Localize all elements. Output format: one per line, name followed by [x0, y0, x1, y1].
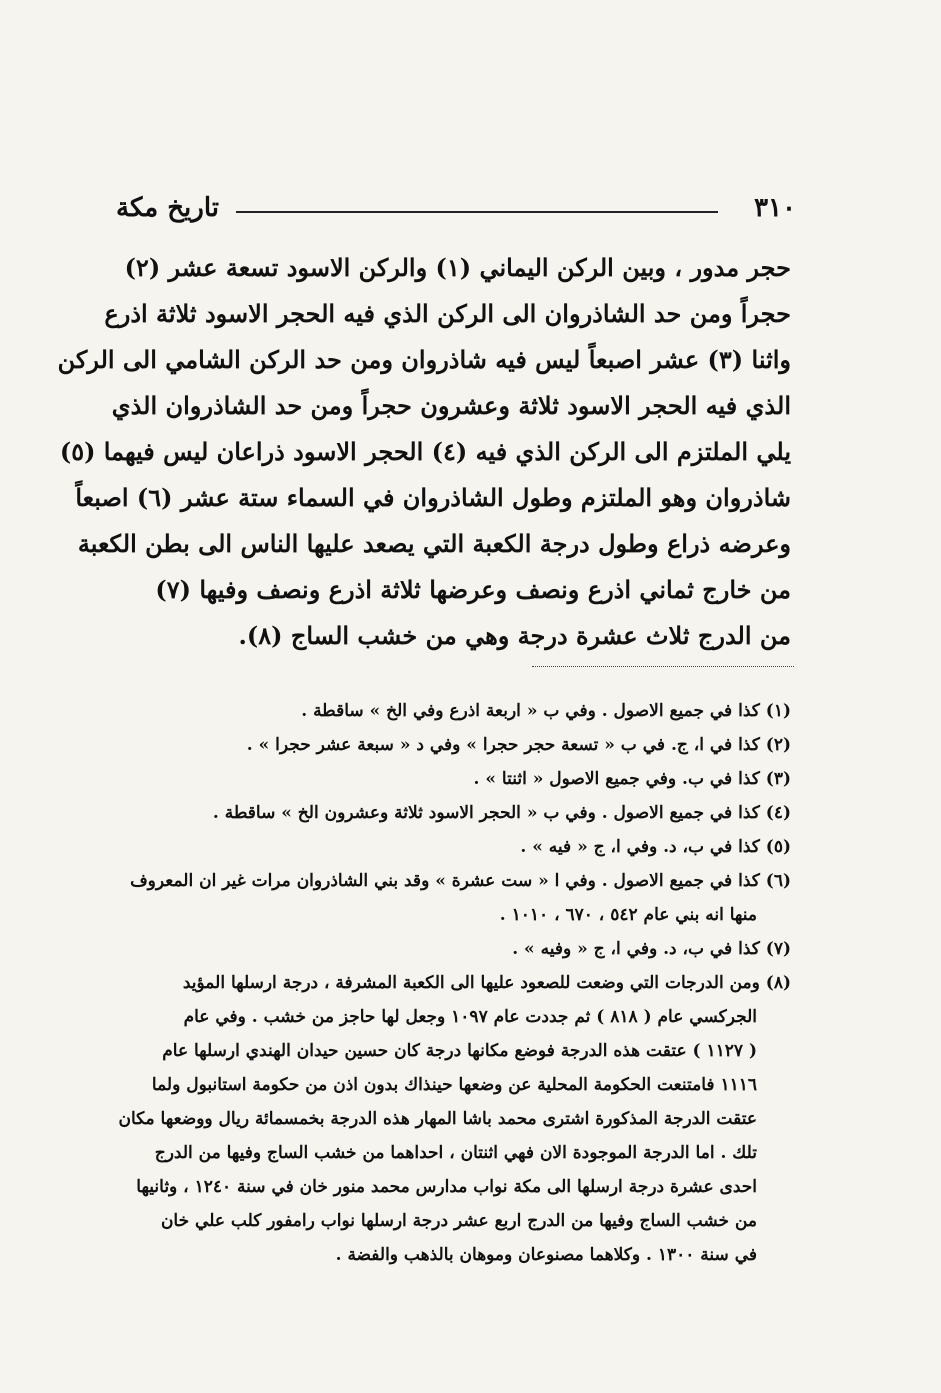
text-line: يلي الملتزم الى الركن الذي فيه (٤) الحجر الاسود ذراعان ليس فيهما (٥): [59, 437, 791, 466]
text-line: الذي فيه الحجر الاسود ثلاثة وعشرون حجراً ومن حد الشاذروان الذي: [111, 391, 791, 420]
footnote-continuation: تلك . اما الدرجة الموجودة الان فهي اثنتان ، احداهما من خشب الساج وفيها من الدرج: [154, 1143, 757, 1163]
footnote: (٤) كذا في جميع الاصول . وفي ب « الحجر الاسود ثلاثة وعشرون الخ » ساقطة .: [212, 803, 791, 823]
running-title: تاريخ مكة: [116, 193, 220, 223]
footnote-continuation: منها انه بني عام ٥٤٢ ، ٦٧٠ ، ١٠١٠ .: [499, 905, 757, 925]
footnotes: [118, 694, 791, 1272]
text-line: من خارج ثماني اذرع ونصف وعرضها ثلاثة اذرع ونصف وفيها (٧): [155, 575, 791, 604]
footnote-continuation: ( ١١٢٧ ) عتقت هذه الدرجة فوضع مكانها درجة كان حسين حيدان الهندي ارسلها عام: [162, 1041, 757, 1061]
header-rule: [236, 211, 718, 213]
text-line: شاذروان وهو الملتزم وطول الشاذروان في السماء ستة عشر (٦) اصبعاً: [75, 483, 791, 512]
footnote-divider: [532, 666, 794, 667]
footnote-continuation: الجركسي عام ( ٨١٨ ) ثم جددت عام ١٠٩٧ وجعل لها حاجز من خشب . وفي عام: [183, 1007, 757, 1027]
text-line: حجراً ومن حد الشاذروان الى الركن الذي فيه الحجر الاسود ثلاثة اذرع: [104, 299, 791, 328]
footnote: (٨) ومن الدرجات التي وضعت للصعود عليها الى الكعبة المشرفة ، درجة ارسلها المؤيد: [182, 973, 791, 993]
main-text: [57, 245, 791, 659]
footnote-continuation: من خشب الساج وفيها من الدرج اربع عشر درجة ارسلها نواب رامفور كلب علي خان: [160, 1211, 757, 1231]
text-line: وعرضه ذراع وطول درجة الكعبة التي يصعد عليها الناس الى بطن الكعبة: [77, 529, 791, 558]
page-header: [116, 188, 796, 232]
text-line: حجر مدور ، وبين الركن اليماني (١) والركن الاسود تسعة عشر (٢): [124, 253, 791, 282]
footnote: (٢) كذا في ا، ج. في ب « تسعة حجر حجرا » وفي د « سبعة عشر حجرا » .: [246, 735, 791, 755]
text-line: من الدرج ثلاث عشرة درجة وهي من خشب الساج (٨).: [238, 621, 791, 650]
footnote: (٣) كذا في ب. وفي جميع الاصول « اثنتا » .: [473, 769, 791, 789]
footnote-continuation: ١١١٦ فامتنعت الحكومة المحلية عن وضعها حينذاك بدون اذن من حكومة استانبول ولما: [151, 1075, 757, 1095]
footnote: (٥) كذا في ب، د. وفي ا، ج « فيه » .: [520, 837, 791, 857]
footnote-continuation: احدى عشرة درجة ارسلها الى مكة نواب مدارس محمد منور خان في سنة ١٢٤٠ ، وثانيها: [136, 1177, 757, 1197]
text-line: واثنا (٣) عشر اصبعاً ليس فيه شاذروان ومن حد الركن الشامي الى الركن: [57, 345, 791, 374]
footnote-continuation: في سنة ١٣٠٠ . وكلاهما مصنوعان وموهان بالذهب والفضة .: [335, 1245, 757, 1265]
footnote-continuation: عتقت الدرجة المذكورة اشترى محمد باشا المهار هذه الدرجة بخمسمائة ريال ووضعها مكان: [118, 1109, 757, 1129]
footnote: (٧) كذا في ب، د. وفي ا، ج « وفيه » .: [512, 939, 791, 959]
footnote: (٦) كذا في جميع الاصول . وفي ا « ست عشرة » وقد بني الشاذروان مرات غير ان المعروف: [130, 871, 791, 891]
footnote: (١) كذا في جميع الاصول . وفي ب « اربعة اذرع وفي الخ » ساقطة .: [301, 701, 791, 721]
page-number: ٣١٠: [754, 193, 796, 223]
